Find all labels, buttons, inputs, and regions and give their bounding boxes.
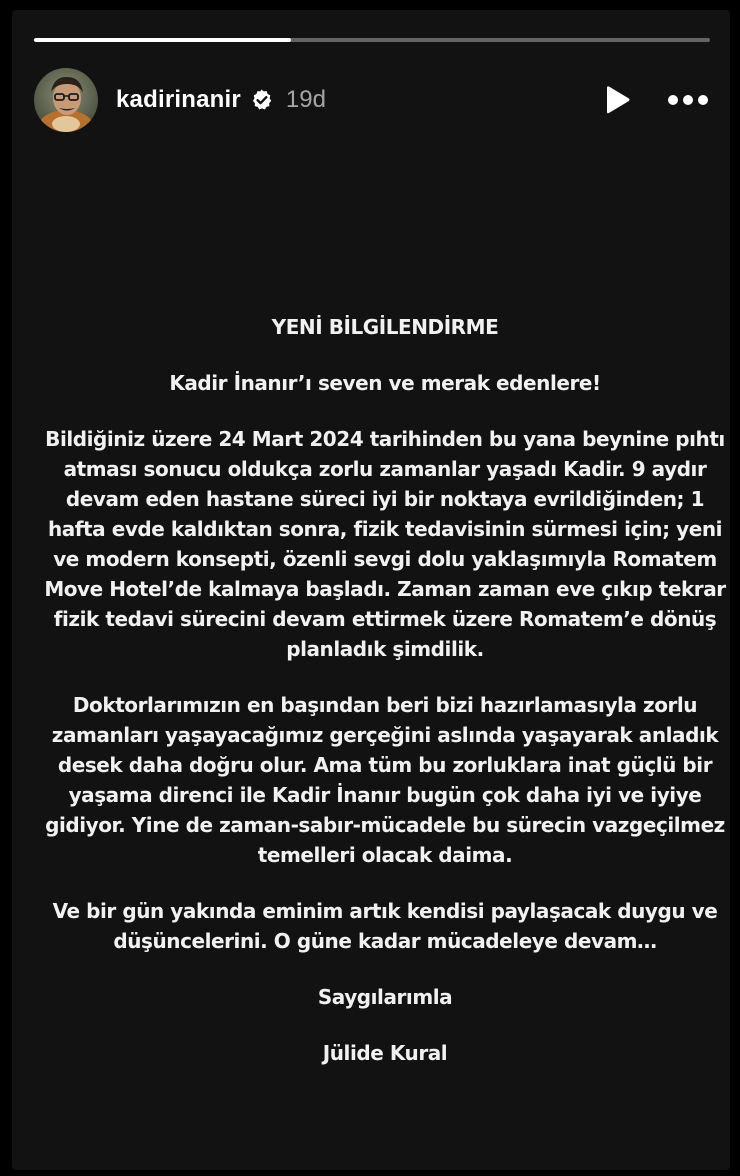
message-closing: Saygılarımla	[317, 985, 453, 1009]
message-signature: Jülide Kural	[322, 1041, 448, 1065]
story-progress-bar	[34, 38, 710, 42]
story-progress-fill	[34, 38, 291, 42]
story-time-ago: 19d	[285, 86, 326, 113]
message-greeting: Kadir İnanır’ı seven ve merak edenlere!	[169, 371, 601, 395]
message-title: YENİ BİLGİLENDİRME	[271, 315, 499, 339]
message-paragraph-1: Bildiğiniz üzere 24 Mart 2024 tarihinden bu yana beynine pıhtı atması sonucu oldukça zorlu zamanlar yaşadı Kadir. 9 aydır devam eden hastane süreci iyi bir noktaya evrildiğinden; 1 hafta evde kaldıktan sonra, fizik tedavisinin sürmesi için; yeni ve modern konsepti, özenli sevgi dolu yaklaşımıyla Romatem Move Hotel’de kalmaya başladı. Zaman zaman eve çıkıp tekrar fizik tedavi sürecini devam ettirmek üzere Romatem’e dönüş planladık şimdilik.	[44, 427, 726, 661]
more-options-button[interactable]	[666, 83, 710, 117]
story-header	[34, 68, 710, 132]
verified-badge-icon	[250, 88, 274, 112]
story-text-content	[40, 312, 730, 1068]
username[interactable]: kadirinanir	[116, 86, 241, 113]
profile-avatar[interactable]	[34, 68, 98, 132]
more-options-icon	[667, 94, 709, 106]
message-paragraph-3: Ve bir gün yakında eminim artık kendisi paylaşacak duygu ve düşüncelerini. O güne kadar mücadeleye devam…	[52, 899, 718, 953]
avatar-photo	[34, 68, 98, 132]
story-viewer[interactable]	[12, 10, 730, 1170]
play-icon	[603, 85, 631, 115]
play-button[interactable]	[600, 83, 634, 117]
message-paragraph-2: Doktorlarımızın en başından beri bizi hazırlamasıyla zorlu zamanları yaşayacağımız gerçeğini aslında yaşayarak anladık desek daha doğru olur. Ama tüm bu zorluklara inat güçlü bir yaşama direnci ile Kadir İnanır bugün çok daha iyi ve iyiye gidiyor. Yine de zaman-sabır-mücadele bu sürecin vazgeçilmez temelleri olacak daima.	[45, 693, 725, 867]
